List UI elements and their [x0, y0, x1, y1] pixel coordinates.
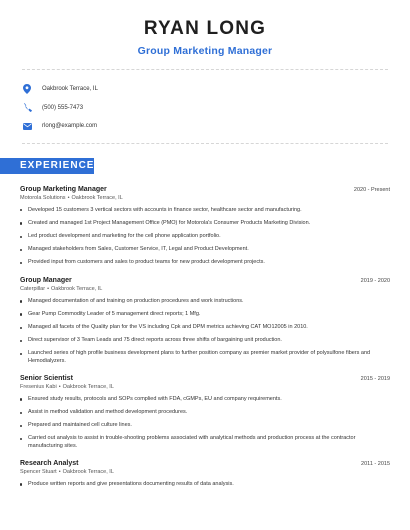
job-title: Group Marketing Manager: [20, 185, 107, 193]
separator-dot: •: [67, 194, 70, 201]
job-bullet: Managed stakeholders from Sales, Customer Service, IT, Legal and Product Development.: [20, 246, 390, 253]
job-bullet: Managed all facets of the Quality plan for the VS including Cpk and DPM metrics achieving CAT MO12005 in 2010.: [20, 324, 390, 331]
job-location: Oakbrook Terrace, IL: [62, 383, 114, 390]
job-bullet: Ensured study results, protocols and SOPs complied with FDA, cGMPs, EU and company requirements.: [20, 396, 390, 403]
phone-icon: [22, 103, 32, 113]
job-bullet: Carried out analysis to assist in trouble-shooting problems associated with analytical methods and production process at the contractor manufacturing sites.: [20, 435, 390, 449]
job-location: Oakbrook Terrace, IL: [71, 194, 123, 201]
job-bullet: Developed 15 customers 3 vertical sectors with accounts in finance sector, healthcare sector and manufacturing.: [20, 207, 390, 214]
job-bullet: Gear Pump Commodity Leader of 5 management direct reports; 1 Mfg.: [20, 311, 390, 318]
job-bullet: Direct supervisor of 3 Team Leads and 75 direct reports across three shifts of bargaining unit production.: [20, 337, 390, 344]
job-company: Caterpillar: [20, 285, 46, 292]
job-dates: 2019 - 2020: [360, 277, 390, 284]
contact-location-text: Oakbrook Terrace, IL: [42, 86, 98, 93]
email-icon: [22, 121, 32, 131]
separator-dot: •: [58, 383, 61, 390]
job-bullet: Launched series of high profile business development plans to further position company as premier market provider of polysulfone fibers and Hemodialyzers.: [20, 350, 390, 364]
contact-divider: [22, 143, 388, 144]
candidate-title: Group Marketing Manager: [137, 45, 273, 57]
job-entry: [20, 277, 390, 365]
separator-dot: •: [47, 285, 50, 292]
contact-location: [22, 80, 410, 99]
contact-list: [0, 70, 410, 143]
job-entry: [20, 460, 390, 488]
job-dates: 2011 - 2015: [361, 460, 390, 467]
job-location: Oakbrook Terrace, IL: [51, 285, 103, 292]
job-title: Group Manager: [20, 276, 72, 284]
experience-heading: EXPERIENCE: [0, 158, 94, 174]
job-entry: [20, 375, 390, 450]
contact-phone: [22, 99, 410, 118]
job-company: Motorola Solutions: [20, 194, 66, 201]
job-bullets: [20, 207, 390, 267]
job-entry: [20, 186, 390, 267]
job-bullet: Created and managed 1st Project Management Office (PMO) for Motorola's Consumer Products Marketing Division.: [20, 220, 390, 227]
job-dates: 2015 - 2019: [360, 375, 390, 382]
contact-phone-text: (500) 555-7473: [42, 104, 84, 111]
job-title: Research Analyst: [20, 459, 79, 467]
job-company: Fresenius Kabi: [20, 383, 57, 390]
job-bullet: Produce written reports and give presentations documenting results of data analysis.: [20, 481, 390, 488]
contact-email-text: rlong@example.com: [42, 123, 98, 130]
job-dates: 2020 - Present: [353, 186, 390, 193]
job-company: Spencer Stuart: [20, 468, 57, 475]
resume-header: [0, 0, 410, 57]
job-bullets: [20, 298, 390, 365]
job-location: Oakbrook Terrace, IL: [62, 468, 114, 475]
job-bullet: Assist in method validation and method development procedures.: [20, 409, 390, 416]
job-bullet: Prepared and maintained cell culture lines.: [20, 422, 390, 429]
contact-email: [22, 117, 410, 136]
job-bullet: Managed documentation of and training on production procedures and work instructions.: [20, 298, 390, 305]
separator-dot: •: [58, 468, 61, 475]
job-bullets: [20, 481, 390, 488]
job-bullet: Provided input from customers and sales to product teams for new product development projects.: [20, 259, 390, 266]
job-title: Senior Scientist: [20, 374, 73, 382]
job-bullet: Led product development and marketing for the cell phone application portfolio.: [20, 233, 390, 240]
experience-list: [0, 186, 410, 488]
job-bullets: [20, 396, 390, 450]
location-pin-icon: [22, 84, 32, 94]
candidate-name: RYAN LONG: [143, 18, 267, 39]
